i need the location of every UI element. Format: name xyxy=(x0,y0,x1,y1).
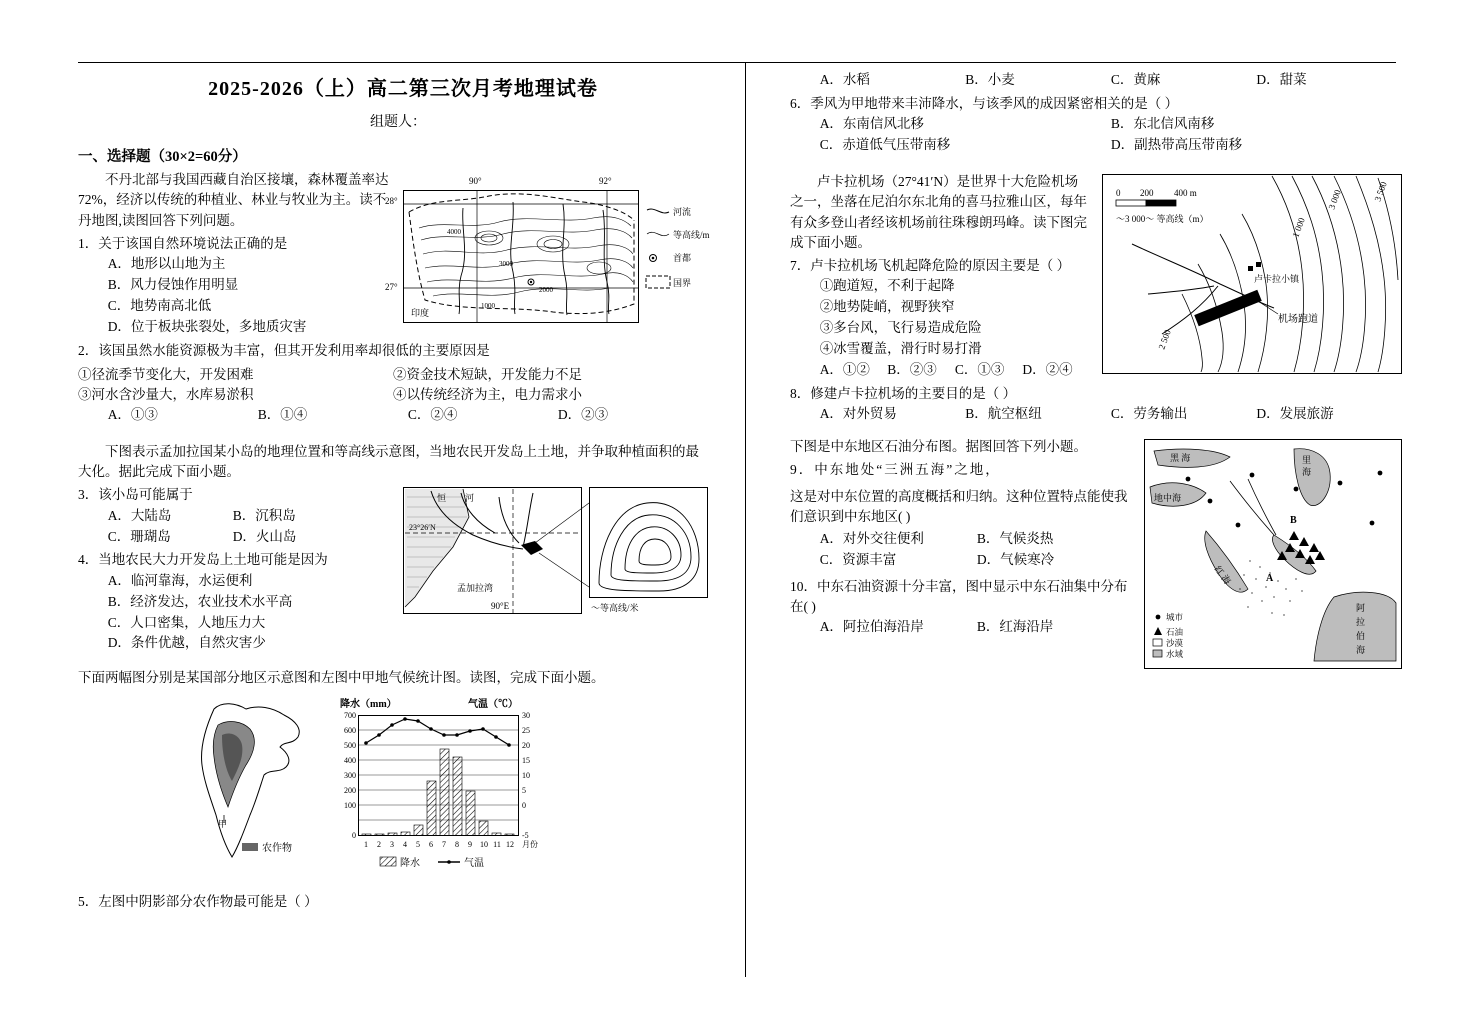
svg-text:2: 2 xyxy=(377,839,381,849)
figure-island-map xyxy=(403,487,708,617)
question-9-cont: 这是对中东位置的高度概括和归纳。这种位置特点能使我们意识到中东地区( ) xyxy=(790,488,1128,524)
svg-text:200: 200 xyxy=(1140,188,1154,199)
svg-text:首都: 首都 xyxy=(673,253,692,263)
svg-text:1 000: 1 000 xyxy=(1290,216,1307,239)
left-column xyxy=(78,72,708,912)
q9-option-b[interactable]: B．气候炎热 xyxy=(976,531,1054,547)
question-block-1-2 xyxy=(78,170,708,361)
q5-options xyxy=(820,70,1402,91)
q2-item-3: ③河水含沙量大，水库易淤积 xyxy=(78,386,254,402)
passage-1: 不丹北部与我国西藏自治区接壤，森林覆盖率达 72%，经济以传统的种植业、林业与牧业为主。读不丹地图,读图回答下列问题。 xyxy=(78,172,389,228)
svg-text:沙漠: 沙漠 xyxy=(1166,638,1184,649)
bhutan-map-svg xyxy=(385,172,710,332)
q7-item-1: ①跑道短，不利于起降 xyxy=(819,278,955,294)
svg-text:机场跑道: 机场跑道 xyxy=(1278,314,1318,326)
q5-option-d[interactable]: D．甜菜 xyxy=(1256,72,1307,87)
svg-text:700: 700 xyxy=(344,710,356,720)
svg-text:卢卡拉小镇: 卢卡拉小镇 xyxy=(1254,274,1300,285)
svg-text:27°: 27° xyxy=(385,282,398,292)
q2-items-row-2 xyxy=(78,383,708,403)
q9-options-row-1 xyxy=(820,529,1134,550)
page-title: 2025-2026（上）高二第三次月考地理试卷 xyxy=(208,78,598,100)
svg-text:15: 15 xyxy=(522,755,530,765)
passage-4: 卢卡拉机场（27°41′N）是世界十大危险机场之一，坐落在尼泊尔东北角的喜马拉雅山区，每年有众多登山者经该机场前往珠穆朗玛峰。读下图完成下面小题。 xyxy=(790,174,1087,250)
climate-chart-svg xyxy=(318,695,558,880)
svg-text:400 m: 400 m xyxy=(1174,188,1197,199)
q1-option-b[interactable]: B．风力侵蚀作用明显 xyxy=(107,276,239,292)
q3-option-b[interactable]: B．沉积岛 xyxy=(232,507,296,523)
svg-text:地中海: 地中海 xyxy=(1154,493,1182,504)
svg-text:5: 5 xyxy=(416,839,420,849)
svg-text:恒: 恒 xyxy=(437,493,447,504)
svg-text:2000: 2000 xyxy=(539,286,553,294)
q1-option-d[interactable]: D．位于板块张裂处，多地质灾害 xyxy=(107,318,307,334)
section-heading: 一、选择题（30×2=60分） xyxy=(78,149,247,165)
q4-option-a[interactable]: A．临河靠海，水运便利 xyxy=(107,572,253,588)
q2-item-2: ②资金技术短缺，开发能力不足 xyxy=(393,366,582,382)
q9-option-c[interactable]: C．资源丰富 xyxy=(819,551,897,567)
q4-option-c[interactable]: C．人口密集，人地压力大 xyxy=(107,614,266,630)
svg-text:500: 500 xyxy=(344,740,356,750)
q9-options-row-2 xyxy=(820,550,1134,571)
q2-options xyxy=(108,405,708,426)
question-5: 5．左图中阴影部分农作物最可能是（ ） xyxy=(78,893,318,909)
q3-option-c[interactable]: C．珊瑚岛 xyxy=(107,528,171,544)
svg-text:400: 400 xyxy=(344,755,356,765)
q3-option-d[interactable]: D．火山岛 xyxy=(232,528,297,544)
question-9: 9．中东地处“三洲五海”之地， xyxy=(790,462,1001,478)
q7-option-b[interactable]: B．②③ xyxy=(887,361,937,377)
svg-text:90°E: 90°E xyxy=(491,601,510,612)
q6-option-d[interactable]: D．副热带高压带南移 xyxy=(1110,137,1243,153)
figure-bhutan-map xyxy=(385,172,710,332)
lukla-map-svg xyxy=(1102,174,1402,374)
question-7: 7．卢卡拉机场飞机起降危险的原因主要是（ ） xyxy=(790,258,1071,274)
q10-option-a[interactable]: A．阿拉伯海沿岸 xyxy=(819,619,924,635)
svg-text:甲: 甲 xyxy=(218,818,228,829)
svg-text:孟加拉湾: 孟加拉湾 xyxy=(457,583,494,594)
q7-item-2: ②地势陡峭，视野狭窄 xyxy=(819,299,955,315)
question-6: 6．季风为甲地带来丰沛降水，与该季风的成因紧密相关的是（ ） xyxy=(790,95,1179,111)
q6-option-a[interactable]: A．东南信风北移 xyxy=(819,116,924,132)
question-8: 8．修建卢卡拉机场的主要目的是（ ） xyxy=(790,385,1017,401)
svg-text:黑 海: 黑 海 xyxy=(1170,453,1191,464)
svg-text:1000: 1000 xyxy=(481,302,495,310)
svg-text:4000: 4000 xyxy=(447,228,461,236)
svg-text:月份: 月份 xyxy=(522,839,538,849)
svg-text:3 500: 3 500 xyxy=(1372,180,1389,203)
svg-text:90°: 90° xyxy=(469,176,482,186)
svg-text:气温（℃）: 气温（℃） xyxy=(468,698,518,710)
q2-option-d[interactable]: D．②③ xyxy=(557,406,609,422)
svg-text:降水: 降水 xyxy=(400,857,420,869)
svg-text:～3 000～ 等高线（m）: ～3 000～ 等高线（m） xyxy=(1116,214,1209,225)
q10-options xyxy=(820,617,1134,638)
svg-text:印度: 印度 xyxy=(411,308,430,318)
q7-option-c[interactable]: C．①③ xyxy=(954,361,1005,377)
svg-text:拉: 拉 xyxy=(1356,617,1366,628)
q1-option-a[interactable]: A．地形以山地为主 xyxy=(107,256,226,271)
question-3: 3．该小岛可能属于 xyxy=(78,487,193,503)
q8-option-a[interactable]: A．对外贸易 xyxy=(819,406,897,422)
svg-text:河: 河 xyxy=(465,493,475,504)
svg-text:0: 0 xyxy=(352,830,356,840)
q7-options xyxy=(820,360,1090,381)
svg-text:100: 100 xyxy=(344,800,356,810)
q9-option-a[interactable]: A．对外交往便利 xyxy=(819,531,924,547)
svg-text:阿: 阿 xyxy=(1356,603,1366,614)
figure-mideast-oil-map xyxy=(1144,439,1402,669)
svg-text:伯: 伯 xyxy=(1356,631,1366,642)
svg-text:国界: 国界 xyxy=(673,278,692,288)
svg-text:3: 3 xyxy=(390,839,394,849)
question-2: 2．该国虽然水能资源极为丰富，但其开发利用率却很低的主要原因是 xyxy=(78,342,490,358)
svg-text:水域: 水域 xyxy=(1166,649,1184,660)
svg-text:～等高线/米: ～等高线/米 xyxy=(591,603,639,614)
svg-text:河流: 河流 xyxy=(673,207,692,217)
svg-text:3 000: 3 000 xyxy=(1326,188,1343,211)
svg-text:10: 10 xyxy=(480,839,488,849)
question-1: 1．关于该国自然环境说法正确的是 xyxy=(78,235,288,251)
svg-text:等高线/m: 等高线/m xyxy=(673,230,710,240)
svg-text:12: 12 xyxy=(506,839,514,849)
q7-option-d[interactable]: D．②④ xyxy=(1022,361,1073,377)
svg-text:城市: 城市 xyxy=(1166,612,1184,623)
svg-text:6: 6 xyxy=(429,839,433,849)
q2-item-1: ①径流季节变化大，开发困难 xyxy=(78,366,254,382)
svg-text:农作物: 农作物 xyxy=(262,842,292,854)
svg-text:B: B xyxy=(1290,515,1297,527)
q3-option-a[interactable]: A．大陆岛 xyxy=(107,507,172,523)
right-column xyxy=(790,62,1402,673)
svg-text:石油: 石油 xyxy=(1166,627,1184,638)
column-divider xyxy=(745,62,746,977)
svg-text:300: 300 xyxy=(344,770,356,780)
q7-item-4: ④冰雪覆盖，滑行时易打滑 xyxy=(819,341,982,357)
q5-option-b[interactable]: B．小麦 xyxy=(965,72,1015,87)
q9-option-d[interactable]: D．气候寒冷 xyxy=(976,551,1055,567)
figure-lukla-map xyxy=(1102,174,1402,374)
svg-text:0: 0 xyxy=(1116,188,1121,199)
q2-option-c[interactable]: C．②④ xyxy=(407,406,458,422)
q6-options-row-2 xyxy=(820,135,1402,156)
island-map-svg xyxy=(403,487,708,617)
q7-option-a[interactable]: A．①② xyxy=(819,361,870,377)
q6-options-row-1 xyxy=(820,114,1402,135)
compiler-line: 组题人： xyxy=(370,115,426,130)
svg-text:A: A xyxy=(1266,573,1274,585)
question-block-3-4 xyxy=(78,485,708,654)
q10-option-b[interactable]: B．红海沿岸 xyxy=(976,619,1054,635)
q8-option-d[interactable]: D．发展旅游 xyxy=(1256,406,1334,422)
svg-text:30: 30 xyxy=(522,710,530,720)
q8-option-b[interactable]: B．航空枢纽 xyxy=(965,406,1042,422)
svg-text:3000: 3000 xyxy=(499,260,513,268)
svg-text:11: 11 xyxy=(493,839,501,849)
q6-option-c[interactable]: C．赤道低气压带南移 xyxy=(819,137,951,153)
svg-text:5: 5 xyxy=(522,785,526,795)
q5-option-c[interactable]: C．黄麻 xyxy=(1110,72,1161,87)
passage-3: 下面两幅图分别是某国部分地区示意图和左图中甲地气候统计图。读图，完成下面小题。 xyxy=(78,670,605,686)
q4-option-d[interactable]: D．条件优越，自然灾害少 xyxy=(107,635,266,651)
svg-text:里: 里 xyxy=(1302,455,1312,466)
passage-5: 下图是中东地区石油分布图。据图回答下列小题。 xyxy=(790,439,1087,455)
svg-text:气温: 气温 xyxy=(464,857,484,869)
svg-text:降水（mm）: 降水（mm） xyxy=(340,698,397,710)
svg-text:7: 7 xyxy=(442,839,446,849)
svg-text:4: 4 xyxy=(403,839,407,849)
question-4: 4．当地农民大力开发岛上土地可能是因为 xyxy=(78,552,328,568)
passage-2: 下图表示孟加拉国某小岛的地理位置和等高线示意图，当地农民开发岛上土地，并争取种植面积的最大化。据此完成下面小题。 xyxy=(78,443,699,480)
svg-text:1: 1 xyxy=(364,839,368,849)
svg-text:200: 200 xyxy=(344,785,356,795)
svg-text:600: 600 xyxy=(344,725,356,735)
svg-text:8: 8 xyxy=(455,839,459,849)
q6-option-b[interactable]: B．东北信风南移 xyxy=(1110,116,1215,132)
india-outline-svg xyxy=(188,695,308,870)
q5-option-a[interactable]: A．水稻 xyxy=(819,72,870,87)
q8-options xyxy=(820,404,1402,425)
svg-text:海: 海 xyxy=(1356,645,1366,656)
q2-items-row-1 xyxy=(78,363,708,383)
svg-text:28°: 28° xyxy=(385,196,398,206)
q8-option-c[interactable]: C．劳务输出 xyxy=(1110,406,1188,422)
svg-text:20: 20 xyxy=(522,740,530,750)
svg-text:-5: -5 xyxy=(522,830,529,840)
q4-option-b[interactable]: B．经济发达，农业技术水平高 xyxy=(107,593,293,609)
svg-text:0: 0 xyxy=(522,800,526,810)
svg-text:9: 9 xyxy=(468,839,472,849)
q3-options-row-1 xyxy=(108,506,358,527)
svg-text:23°26′N: 23°26′N xyxy=(409,523,436,533)
svg-text:海: 海 xyxy=(1302,467,1312,478)
q1-option-c[interactable]: C．地势南高北低 xyxy=(107,297,212,313)
svg-text:2 500: 2 500 xyxy=(1156,328,1173,351)
q3-options-row-2 xyxy=(108,527,358,548)
q2-option-a[interactable]: A．①③ xyxy=(107,406,158,422)
figure-india-climate xyxy=(78,695,708,880)
q2-item-4: ④以传统经济为主，电力需求小 xyxy=(393,386,582,402)
svg-text:10: 10 xyxy=(522,770,530,780)
mideast-map-svg xyxy=(1144,439,1402,669)
svg-text:92°: 92° xyxy=(599,176,612,186)
q7-item-3: ③多台风，飞行易造成危险 xyxy=(819,320,982,336)
question-10: 10．中东石油资源十分丰富，图中显示中东石油集中分布在( ) xyxy=(790,578,1128,615)
q2-option-b[interactable]: B．①④ xyxy=(257,406,308,422)
svg-text:25: 25 xyxy=(522,725,530,735)
svg-text:红 海: 红 海 xyxy=(1212,564,1233,587)
